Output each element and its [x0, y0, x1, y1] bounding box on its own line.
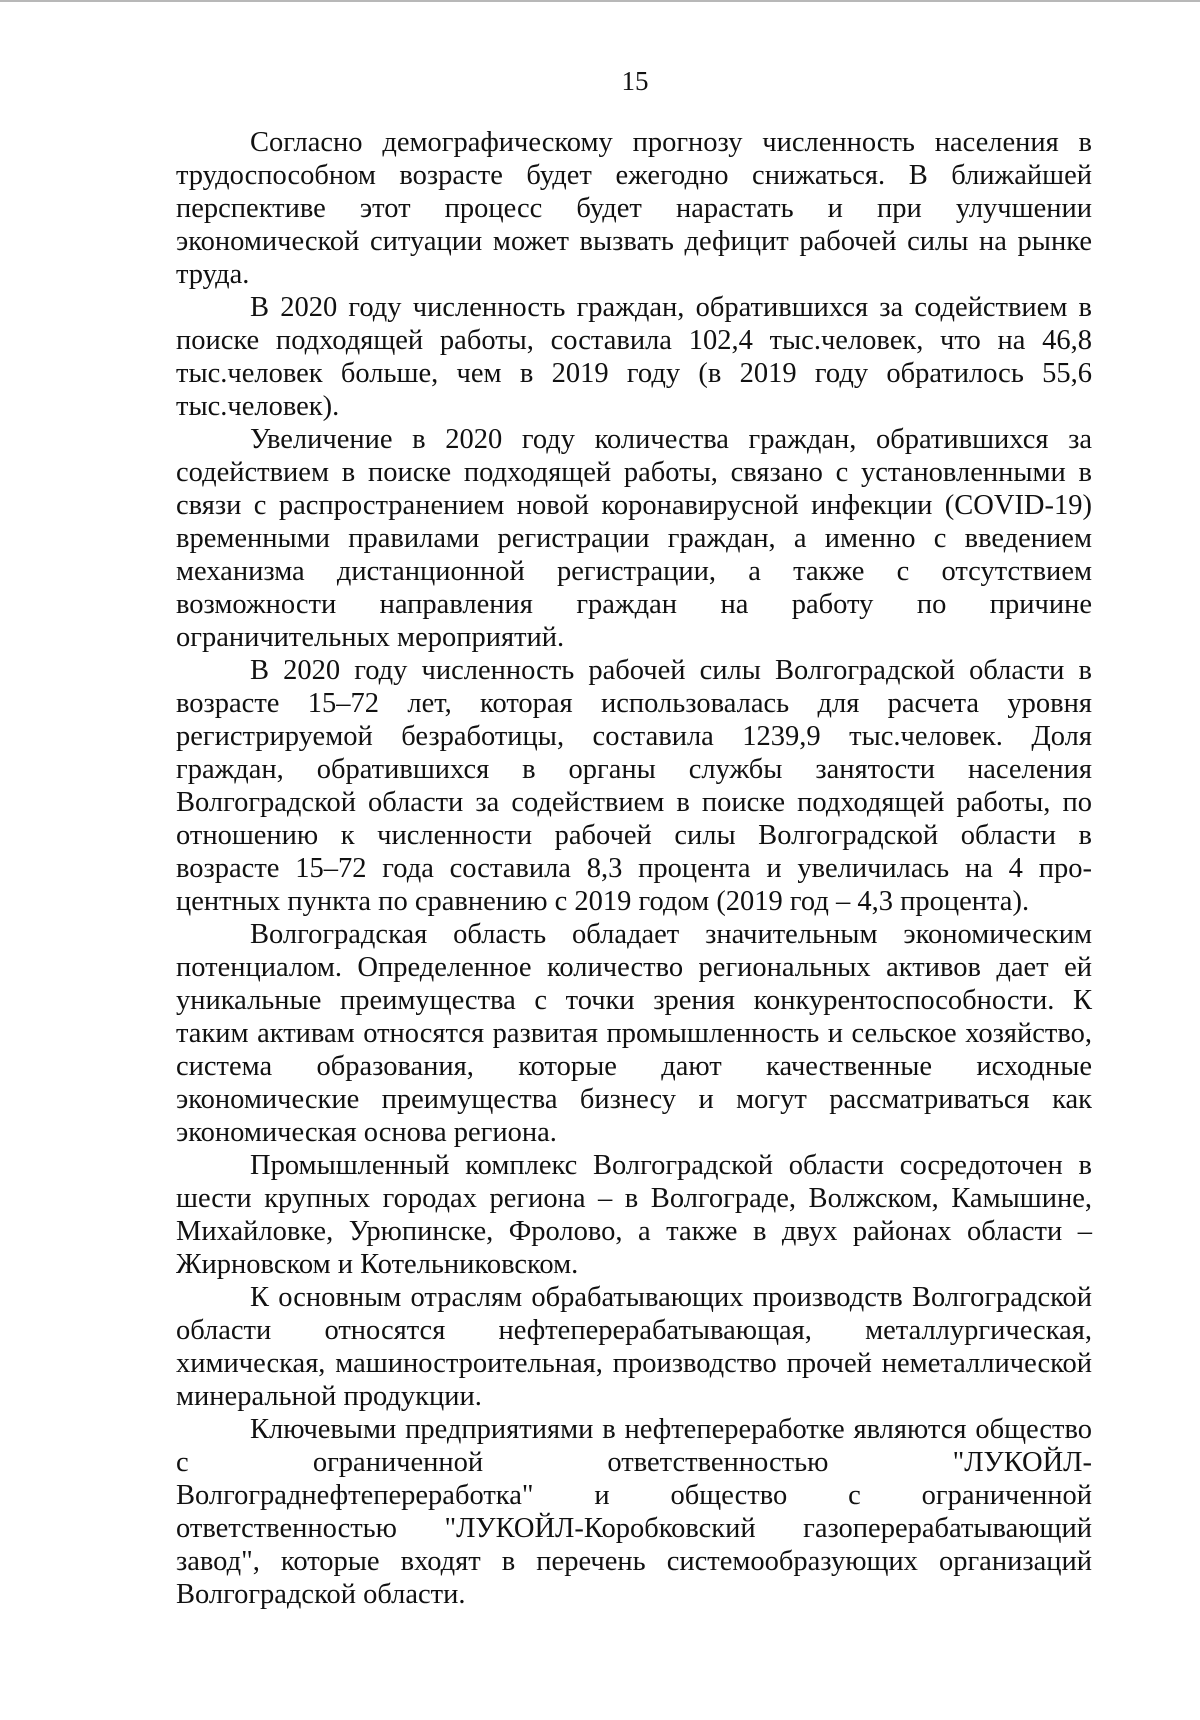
paragraph-economic-potential: Волгоградская область обладает значительным экономическим потенциалом. Определенное количество региональных активов дает ей уникальные преимущества с точки зрения конкурентоспособности. К таким активам относятся развитая промышленность и сельское хозяйство, система образования, которые дают качественные исходные экономические преимущества бизнесу и могут рассматриваться как экономическая основа региона.: [176, 919, 1092, 1148]
paragraph-manufacturing-sectors: К основным отраслям обрабатывающих производств Волгоградской области относятся нефтеперерабатывающая, металлургическая, химическая, машиностроительная, производство прочей неметаллической минеральной продукции.: [176, 1282, 1092, 1412]
scan-top-edge: [0, 0, 1200, 2]
paragraph-oil-refining-enterprises: Ключевыми предприятиями в нефтепереработке являются общество с ограниченной ответственностью "ЛУКОЙЛ-Волгограднефтепереработка" и общество с ограниченной ответственностью "ЛУКОЙЛ-Коробковский газоперерабатывающий завод", которые входят в перечень системообразующих организаций Волгоградской области.: [176, 1414, 1092, 1610]
paragraph-job-seekers-2020: В 2020 году численность граждан, обратившихся за содействием в поиске подходящей работы, составила 102,4 тыс.человек, что на 46,8 тыс.человек больше, чем в 2019 году (в 2019 году обратилось 55,6 тыс.человек).: [176, 292, 1092, 422]
page-number: 15: [621, 66, 649, 96]
document-body: [176, 126, 1092, 1611]
paragraph-demographic-forecast: Согласно демографическому прогнозу численность населения в трудоспособном возрасте будет ежегодно снижаться. В ближайшей перспективе этот процесс будет нарастать и при улучшении экономической ситуации может вызвать дефицит рабочей силы на рынке труда.: [176, 127, 1092, 290]
paragraph-industrial-complex: Промышленный комплекс Волгоградской области сосредоточен в шести крупных городах региона – в Волгограде, Волжском, Камышине, Михайловке, Урюпинске, Фролово, а также в двух районах области – Жирновском и Котельниковском.: [176, 1150, 1092, 1280]
paragraph-covid-registration: Увеличение в 2020 году количества граждан, обратившихся за содействием в поиске подходящей работы, связано с установленными в связи с распространением новой коронавирусной инфекции (COVID-19) временными правилами регистрации граждан, а именно с введением механизма дистанционной регистрации, а также с отсутствием возможности направления граждан на работу по причине ограничительных мероприятий.: [176, 424, 1092, 653]
paragraph-labor-force: В 2020 году численность рабочей силы Волгоградской области в возрасте 15–72 лет, которая использовалась для расчета уровня регистрируемой безработицы, составила 1239,9 тыс.человек. Доля граждан, обратившихся в органы службы занятости населения Волгоградской области за содействием в поиске подходящей работы, по отношению к численности рабочей силы Волгоградской области в возрасте 15–72 года составила 8,3 процента и увеличилась на 4 процентных пункта по сравнению с 2019 годом (2019 год – 4,3 процента).: [176, 655, 1092, 917]
